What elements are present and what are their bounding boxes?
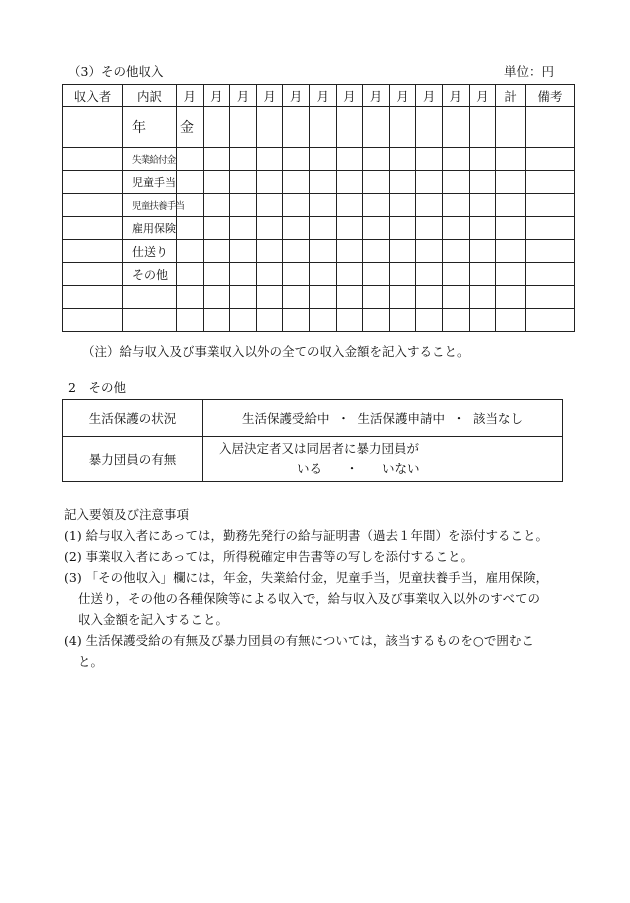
recipient-cell[interactable] bbox=[63, 107, 123, 148]
recipient-cell[interactable] bbox=[63, 286, 123, 309]
month-amount-cell[interactable] bbox=[203, 148, 230, 171]
gang-row bbox=[63, 437, 563, 482]
remarks-cell[interactable] bbox=[526, 194, 575, 217]
welfare-option-receiving[interactable]: 生活保護受給中 bbox=[241, 411, 330, 426]
unit-label: 単位：円 bbox=[504, 64, 555, 79]
month-amount-cell[interactable] bbox=[416, 194, 443, 217]
month-amount-cell[interactable] bbox=[442, 240, 469, 263]
month-amount-cell[interactable] bbox=[389, 194, 416, 217]
month-amount-cell[interactable] bbox=[336, 286, 363, 309]
instruction-1: (1) 給与収入者にあっては，勤務先発行の給与証明書（過去１年間）を添付すること。 bbox=[64, 528, 549, 543]
month-amount-cell[interactable] bbox=[256, 286, 283, 309]
month-amount-cell[interactable] bbox=[363, 171, 390, 194]
month-amount-cell[interactable] bbox=[389, 240, 416, 263]
month-amount-cell[interactable] bbox=[363, 217, 390, 240]
month-amount-cell[interactable] bbox=[389, 217, 416, 240]
item-label: 児童手当 bbox=[132, 176, 176, 189]
month-amount-cell[interactable] bbox=[416, 217, 443, 240]
table-header-row bbox=[63, 85, 575, 107]
table-row bbox=[63, 217, 575, 240]
month-amount-cell[interactable] bbox=[389, 148, 416, 171]
remarks-cell[interactable] bbox=[526, 286, 575, 309]
total-cell[interactable] bbox=[496, 309, 526, 332]
instruction-4-line1: (4) 生活保護受給の有無及び暴力団員の有無については，該当するものを○で囲むこ bbox=[64, 633, 534, 648]
month-amount-cell[interactable] bbox=[309, 148, 336, 171]
month-amount-cell[interactable] bbox=[416, 286, 443, 309]
welfare-option-applying[interactable]: 生活保護申請中 bbox=[357, 411, 445, 426]
month-amount-cell[interactable] bbox=[203, 171, 230, 194]
month-amount-cell[interactable] bbox=[442, 194, 469, 217]
gang-label: 暴力団員の有無 bbox=[63, 437, 203, 482]
month-amount-cell[interactable] bbox=[230, 148, 257, 171]
month-amount-cell[interactable] bbox=[309, 171, 336, 194]
month-amount-cell[interactable] bbox=[256, 240, 283, 263]
month-amount-cell[interactable] bbox=[309, 194, 336, 217]
table-row bbox=[63, 148, 575, 171]
month-amount-cell[interactable] bbox=[389, 309, 416, 332]
month-amount-cell[interactable] bbox=[309, 286, 336, 309]
month-amount-cell[interactable] bbox=[336, 194, 363, 217]
month-amount-cell[interactable] bbox=[363, 194, 390, 217]
month-amount-cell[interactable] bbox=[203, 263, 230, 286]
month-amount-cell[interactable] bbox=[469, 148, 496, 171]
month-amount-cell[interactable] bbox=[256, 194, 283, 217]
welfare-row bbox=[63, 400, 563, 437]
month-amount-cell[interactable] bbox=[203, 107, 230, 148]
item-label-cell bbox=[123, 263, 177, 286]
month-amount-cell[interactable] bbox=[363, 309, 390, 332]
month-amount-cell[interactable] bbox=[256, 309, 283, 332]
month-amount-cell[interactable] bbox=[442, 217, 469, 240]
remarks-cell[interactable] bbox=[526, 217, 575, 240]
month-amount-cell[interactable] bbox=[230, 309, 257, 332]
month-amount-cell[interactable] bbox=[283, 309, 310, 332]
month-amount-cell[interactable] bbox=[416, 107, 443, 148]
month-amount-cell[interactable] bbox=[177, 263, 204, 286]
month-amount-cell[interactable] bbox=[230, 107, 257, 148]
month-amount-cell[interactable] bbox=[389, 286, 416, 309]
header-cell: 月 bbox=[283, 85, 310, 107]
month-amount-cell[interactable] bbox=[442, 148, 469, 171]
total-cell[interactable] bbox=[496, 217, 526, 240]
month-amount-cell[interactable] bbox=[203, 286, 230, 309]
item-label: 年 金 bbox=[132, 120, 204, 136]
month-amount-cell[interactable] bbox=[416, 240, 443, 263]
month-amount-cell[interactable] bbox=[363, 263, 390, 286]
remarks-cell[interactable] bbox=[526, 309, 575, 332]
month-amount-cell[interactable] bbox=[336, 171, 363, 194]
item-label-cell bbox=[123, 217, 177, 240]
section2-title: 2 その他 bbox=[68, 380, 126, 395]
month-amount-cell[interactable] bbox=[416, 263, 443, 286]
month-amount-cell[interactable] bbox=[363, 148, 390, 171]
welfare-option-none[interactable]: 該当なし bbox=[473, 411, 524, 426]
table-row bbox=[63, 194, 575, 217]
month-amount-cell[interactable] bbox=[230, 263, 257, 286]
month-amount-cell[interactable] bbox=[363, 240, 390, 263]
header-cell: 月 bbox=[177, 85, 204, 107]
month-amount-cell[interactable] bbox=[283, 171, 310, 194]
instruction-4-line2: と。 bbox=[78, 654, 104, 669]
month-amount-cell[interactable] bbox=[177, 309, 204, 332]
month-amount-cell[interactable] bbox=[442, 107, 469, 148]
month-amount-cell[interactable] bbox=[177, 286, 204, 309]
month-amount-cell[interactable] bbox=[256, 217, 283, 240]
month-amount-cell[interactable] bbox=[283, 263, 310, 286]
month-amount-cell[interactable] bbox=[309, 107, 336, 148]
item-label-cell bbox=[123, 286, 177, 309]
separator: ・ bbox=[452, 411, 466, 426]
month-amount-cell[interactable] bbox=[442, 309, 469, 332]
header-cell: 月 bbox=[363, 85, 390, 107]
table-row bbox=[63, 263, 575, 286]
month-amount-cell[interactable] bbox=[336, 240, 363, 263]
month-amount-cell[interactable] bbox=[416, 171, 443, 194]
month-amount-cell[interactable] bbox=[203, 194, 230, 217]
month-amount-cell[interactable] bbox=[336, 217, 363, 240]
instruction-3-line2: 仕送り，その他の各種保険等による収入で，給与収入及び事業収入以外のすべての bbox=[78, 591, 541, 606]
month-amount-cell[interactable] bbox=[469, 309, 496, 332]
header-cell: 月 bbox=[469, 85, 496, 107]
other-info-table bbox=[62, 399, 563, 482]
header-cell: 内訳 bbox=[123, 85, 177, 107]
remarks-cell[interactable] bbox=[526, 148, 575, 171]
month-amount-cell[interactable] bbox=[309, 240, 336, 263]
header-cell: 月 bbox=[416, 85, 443, 107]
item-label: 仕送り bbox=[132, 244, 169, 259]
month-amount-cell[interactable] bbox=[177, 240, 204, 263]
item-label: 児童扶養手当 bbox=[132, 201, 185, 212]
month-amount-cell[interactable] bbox=[256, 171, 283, 194]
header-cell: 月 bbox=[442, 85, 469, 107]
gang-option-yes[interactable]: いる bbox=[297, 461, 323, 476]
gang-options bbox=[219, 459, 562, 479]
recipient-cell[interactable] bbox=[63, 263, 123, 286]
month-amount-cell[interactable] bbox=[309, 309, 336, 332]
month-amount-cell[interactable] bbox=[469, 217, 496, 240]
month-amount-cell[interactable] bbox=[363, 107, 390, 148]
separator: ・ bbox=[337, 411, 350, 426]
section3-note: （注）給与収入及び事業収入以外の全ての収入金額を記入すること。 bbox=[82, 344, 470, 359]
remarks-cell[interactable] bbox=[526, 171, 575, 194]
total-cell[interactable] bbox=[496, 107, 526, 148]
table-row bbox=[63, 107, 575, 148]
instruction-3-line3: 収入金額を記入すること。 bbox=[78, 612, 229, 627]
recipient-cell[interactable] bbox=[63, 240, 123, 263]
other-income-table bbox=[62, 84, 575, 332]
month-amount-cell[interactable] bbox=[389, 263, 416, 286]
month-amount-cell[interactable] bbox=[256, 263, 283, 286]
gang-option-no[interactable]: いない bbox=[382, 461, 420, 476]
table-row bbox=[63, 171, 575, 194]
month-amount-cell[interactable] bbox=[469, 171, 496, 194]
month-amount-cell[interactable] bbox=[256, 107, 283, 148]
month-amount-cell[interactable] bbox=[336, 263, 363, 286]
header-cell: 月 bbox=[389, 85, 416, 107]
item-label-cell bbox=[123, 194, 185, 217]
item-label-cell bbox=[123, 240, 177, 263]
month-amount-cell[interactable] bbox=[442, 286, 469, 309]
month-amount-cell[interactable] bbox=[203, 240, 230, 263]
month-amount-cell[interactable] bbox=[309, 263, 336, 286]
instruction-2: (2) 事業収入者にあっては，所得税確定申告書等の写しを添付すること。 bbox=[64, 549, 474, 564]
month-amount-cell[interactable] bbox=[230, 194, 257, 217]
total-cell[interactable] bbox=[496, 240, 526, 263]
item-label-cell bbox=[123, 148, 177, 171]
month-amount-cell[interactable] bbox=[283, 148, 310, 171]
gang-cell bbox=[203, 437, 563, 482]
month-amount-cell[interactable] bbox=[469, 286, 496, 309]
welfare-label: 生活保護の状況 bbox=[63, 400, 203, 437]
header-cell: 備考 bbox=[526, 85, 575, 107]
total-cell[interactable] bbox=[496, 171, 526, 194]
table-row bbox=[63, 240, 575, 263]
month-amount-cell[interactable] bbox=[230, 240, 257, 263]
month-amount-cell[interactable] bbox=[203, 309, 230, 332]
month-amount-cell[interactable] bbox=[230, 171, 257, 194]
month-amount-cell[interactable] bbox=[283, 107, 310, 148]
recipient-cell[interactable] bbox=[63, 148, 123, 171]
header-cell: 月 bbox=[309, 85, 336, 107]
month-amount-cell[interactable] bbox=[203, 217, 230, 240]
month-amount-cell[interactable] bbox=[230, 286, 257, 309]
remarks-cell[interactable] bbox=[526, 107, 575, 148]
month-amount-cell[interactable] bbox=[363, 286, 390, 309]
item-label: その他 bbox=[132, 267, 169, 282]
month-amount-cell[interactable] bbox=[469, 240, 496, 263]
header-cell: 収入者 bbox=[63, 85, 123, 107]
month-amount-cell[interactable] bbox=[336, 148, 363, 171]
item-label-cell bbox=[123, 107, 204, 148]
recipient-cell[interactable] bbox=[63, 309, 123, 332]
month-amount-cell[interactable] bbox=[416, 309, 443, 332]
total-cell[interactable] bbox=[496, 286, 526, 309]
recipient-cell[interactable] bbox=[63, 171, 123, 194]
item-label: 雇用保険 bbox=[132, 222, 176, 235]
header-cell: 月 bbox=[256, 85, 283, 107]
month-amount-cell[interactable] bbox=[416, 148, 443, 171]
header-cell: 月 bbox=[203, 85, 230, 107]
table-row bbox=[63, 309, 575, 332]
month-amount-cell[interactable] bbox=[283, 240, 310, 263]
month-amount-cell[interactable] bbox=[177, 148, 204, 171]
instructions-title: 記入要領及び注意事項 bbox=[64, 507, 190, 522]
total-cell[interactable] bbox=[496, 148, 526, 171]
separator: ・ bbox=[345, 461, 359, 476]
month-amount-cell[interactable] bbox=[442, 171, 469, 194]
month-amount-cell[interactable] bbox=[309, 217, 336, 240]
item-label: 失業給付金 bbox=[132, 155, 176, 166]
month-amount-cell[interactable] bbox=[442, 263, 469, 286]
month-amount-cell[interactable] bbox=[389, 171, 416, 194]
month-amount-cell[interactable] bbox=[283, 217, 310, 240]
month-amount-cell[interactable] bbox=[336, 309, 363, 332]
item-label-cell bbox=[123, 171, 177, 194]
section3-title: （3）その他収入 bbox=[68, 64, 164, 79]
month-amount-cell[interactable] bbox=[177, 171, 204, 194]
remarks-cell[interactable] bbox=[526, 263, 575, 286]
recipient-cell[interactable] bbox=[63, 217, 123, 240]
month-amount-cell[interactable] bbox=[230, 217, 257, 240]
month-amount-cell[interactable] bbox=[283, 286, 310, 309]
total-cell[interactable] bbox=[496, 263, 526, 286]
header-cell: 月 bbox=[230, 85, 257, 107]
item-label-cell bbox=[123, 309, 177, 332]
welfare-options bbox=[203, 400, 563, 437]
month-amount-cell[interactable] bbox=[389, 107, 416, 148]
month-amount-cell[interactable] bbox=[283, 194, 310, 217]
header-cell: 計 bbox=[496, 85, 526, 107]
month-amount-cell[interactable] bbox=[469, 107, 496, 148]
month-amount-cell[interactable] bbox=[336, 107, 363, 148]
gang-question: 入居決定者又は同居者に暴力団員が bbox=[219, 441, 420, 456]
month-amount-cell[interactable] bbox=[256, 148, 283, 171]
table-row bbox=[63, 286, 575, 309]
instruction-3-line1: (3) 「その他収入」欄には，年金，失業給付金，児童手当，児童扶養手当，雇用保険， bbox=[64, 570, 549, 585]
recipient-cell[interactable] bbox=[63, 194, 123, 217]
month-amount-cell[interactable] bbox=[469, 194, 496, 217]
total-cell[interactable] bbox=[496, 194, 526, 217]
month-amount-cell[interactable] bbox=[469, 263, 496, 286]
month-amount-cell[interactable] bbox=[177, 217, 204, 240]
remarks-cell[interactable] bbox=[526, 240, 575, 263]
header-cell: 月 bbox=[336, 85, 363, 107]
